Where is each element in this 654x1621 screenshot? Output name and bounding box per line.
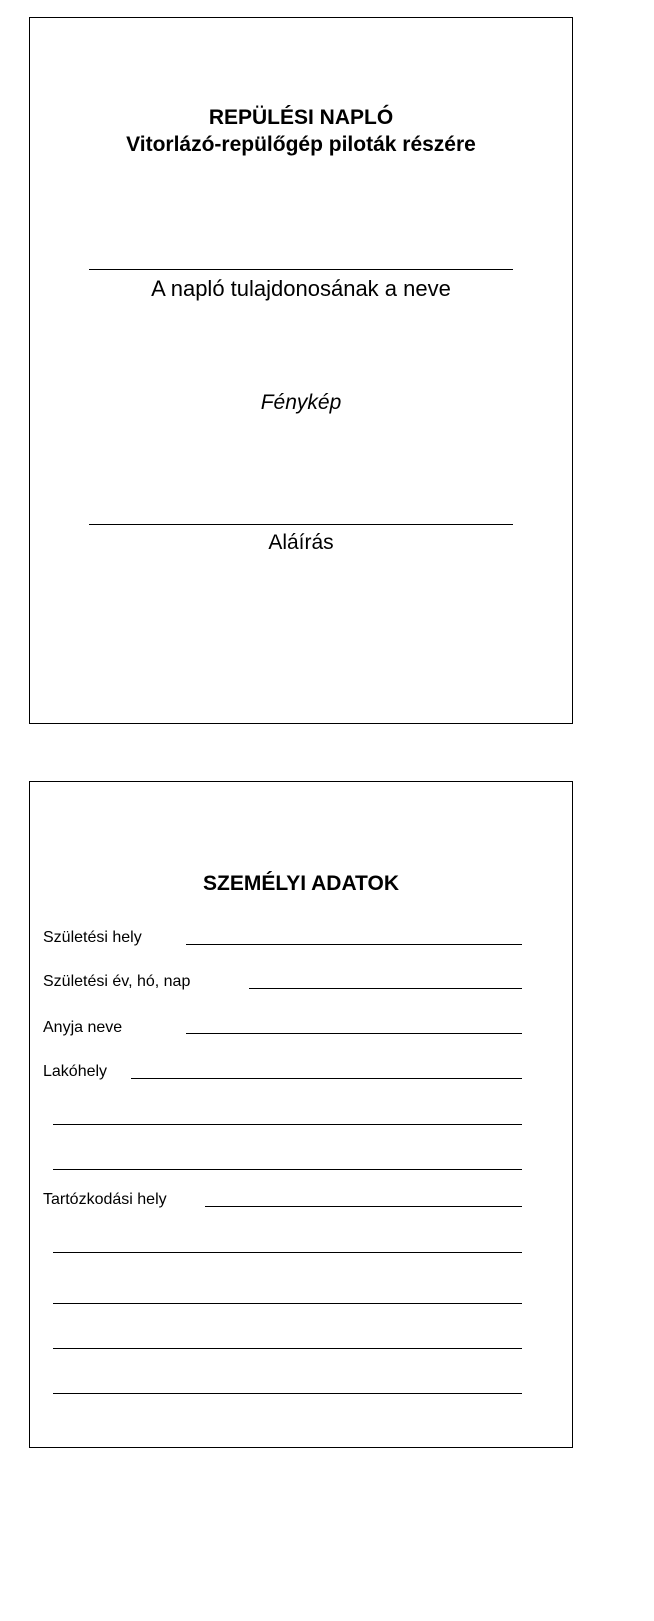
cover-page [29, 17, 573, 724]
birthdate-field[interactable] [249, 988, 522, 989]
owner-name-label: A napló tulajdonosának a neve [151, 276, 451, 301]
personal-data-title: SZEMÉLYI ADATOK [202, 872, 400, 895]
stay-field[interactable] [205, 1206, 522, 1207]
mother-name-label: Anyja neve [43, 1019, 123, 1036]
residence-field-line-2[interactable] [53, 1124, 522, 1125]
residence-label: Lakóhely [43, 1063, 108, 1080]
stay-field-line-3[interactable] [53, 1303, 522, 1304]
owner-name-line[interactable] [89, 269, 513, 270]
personal-data-page [29, 781, 573, 1448]
signature-line[interactable] [89, 524, 513, 525]
birthdate-label: Születési év, hó, nap [43, 973, 191, 990]
logbook-title: REPÜLÉSI NAPLÓ [208, 106, 394, 129]
residence-field-line-3[interactable] [53, 1169, 522, 1170]
stay-label: Tartózkodási hely [43, 1191, 167, 1208]
residence-field[interactable] [131, 1078, 522, 1079]
signature-label: Aláírás [268, 531, 334, 554]
mother-name-field[interactable] [186, 1033, 522, 1034]
stay-field-line-5[interactable] [53, 1393, 522, 1394]
logbook-subtitle: Vitorlázó-repülőgép piloták részére [126, 133, 476, 156]
birthplace-field[interactable] [186, 944, 522, 945]
stay-field-line-4[interactable] [53, 1348, 522, 1349]
stay-field-line-2[interactable] [53, 1252, 522, 1253]
birthplace-label: Születési hely [43, 929, 142, 946]
photo-placeholder-label: Fénykép [260, 391, 342, 414]
